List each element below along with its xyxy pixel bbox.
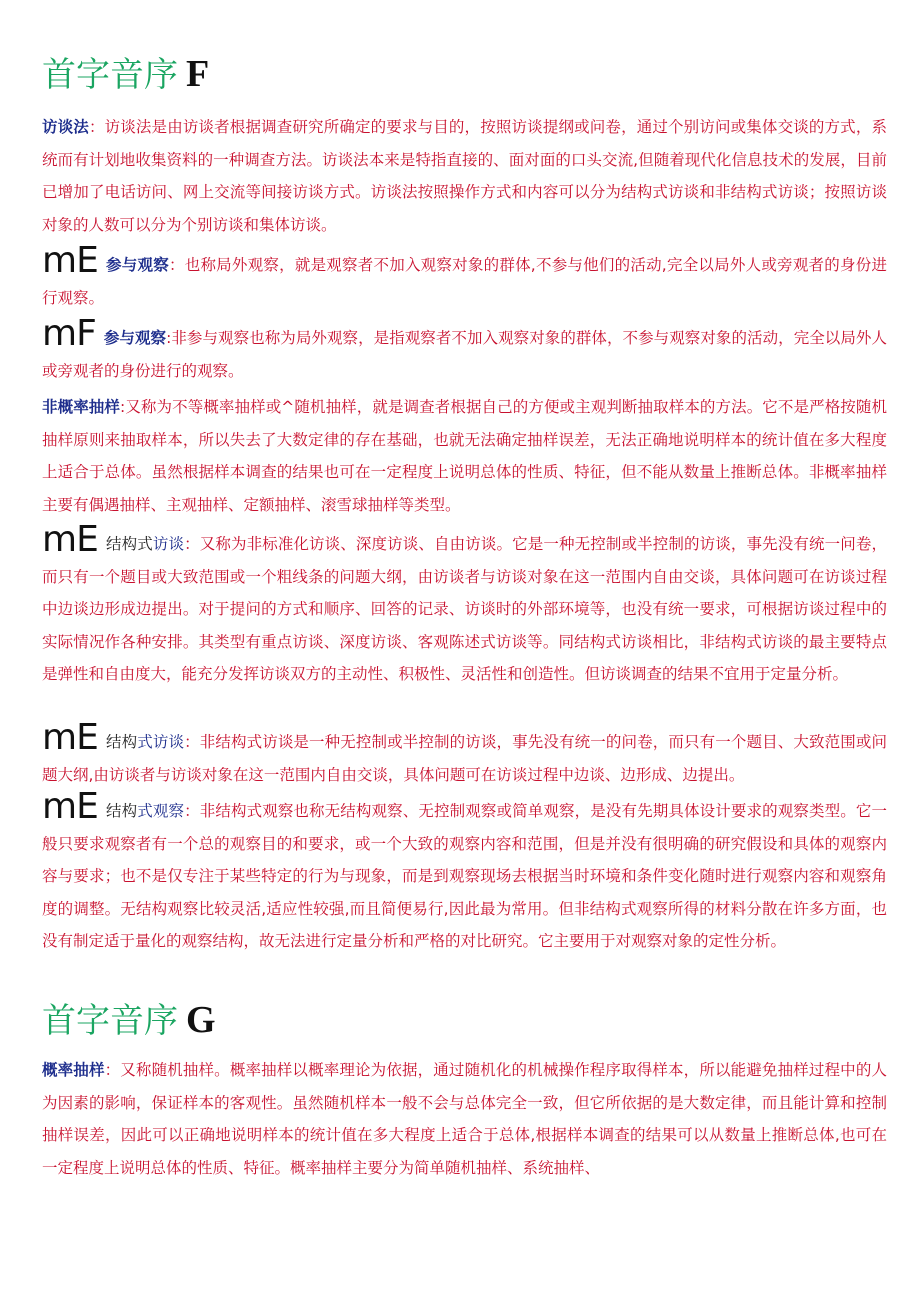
entry-definition: 非参与观察也称为局外观察，是指观察者不加入观察对象的群体，不参与观察对象的活动，完全以局外人或旁观者的身份进行的观察。 [42, 329, 887, 380]
entry-definition: 非结构式观察也称无结构观察、无控制观察或简单观察，是没有先期具体设计要求的观察类型。它一般只要求观察者有一个总的观察目的和要求，或一个大致的观察内容和范围，但是并没有很明确的研究假设和具体的观察内容与要求；也不是仅专注于某些特定的行为与现象，而是到观察现场去根据当时环境和条件变化随时进行观察内容和观察角度的调整。无结构观察比较灵活,适应性较强,而且简便易行,因此最为常用。但非结构式观察所得的材料分散在许多方面，也没有制定适于量化的观察结构，故无法进行定量分析和严格的对比研究。它主要用于对观察对象的定性分析。 [42, 802, 887, 951]
entry-separator: ： [168, 256, 185, 274]
entry-term: 访谈法 [42, 118, 89, 136]
entry-term: 概率抽样 [42, 1061, 105, 1079]
entry-separator: : [120, 398, 126, 416]
entry-term: 参与观察 [105, 256, 169, 274]
entry-term-suffix: 访谈 [152, 535, 185, 553]
entry-term-suffix: 式访谈 [137, 733, 185, 751]
entry-separator: ： [104, 1061, 121, 1079]
section-heading-f [42, 54, 209, 95]
entry-term: 参与观察 [103, 329, 167, 347]
entry-definition: 又称随机抽样。概率抽样以概率理论为依据，通过随机化的机械操作程序取得样本，所以能避免抽样过程中的人为因素的影响，保证样本的客观性。虽然随机样本一般不会与总体完全一致，但它所依据的是大数定律，而且能计算和控制抽样误差，因此可以正确地说明样本的统计值在多大程度上适合于总体,根据样本调查的结果可以从数量上推断总体,也可在一定程度上说明总体的性质、特征。概率抽样主要分为简单随机抽样、系统抽样、 [42, 1061, 887, 1177]
entry-unstructured-observation [42, 786, 887, 958]
entry-unstructured-interview [42, 519, 887, 691]
entry-definition: 又称为非标准化访谈、深度访谈、自由访谈。它是一种无控制或半控制的访谈，事先没有统一问卷，而只有一个题目或大致范围或一个粗线条的问题大纲，由访谈者与访谈对象在这一范围内自由交谈，具体问题可在访谈过程中边谈边形成边提出。对于提问的方式和顺序、回答的记录、访谈时的外部环境等，也没有统一要求，可根据访谈过程中的实际情况作各种安排。其类型有重点访谈、深度访谈、客观陈述式访谈等。同结构式访谈相比，非结构式访谈的最主要特点是弹性和自由度大，能充分发挥访谈双方的主动性、积极性、灵活性和创造性。但访谈调查的结果不宜用于定量分析。 [42, 535, 887, 684]
section-heading-g [42, 1000, 216, 1041]
entry-definition: 也称局外观察，就是观察者不加入观察对象的群体,不参与他们的活动,完全以局外人或旁观者的身份进行观察。 [42, 256, 887, 307]
entry-term-prefix: 结构 [105, 802, 138, 820]
entry-term: 非概率抽样 [42, 398, 120, 416]
section-heading-text: 首字音序 [42, 55, 178, 95]
entry-separator: : [166, 329, 172, 347]
entry-participant-observation [42, 240, 887, 314]
entry-marker: mE [42, 519, 98, 560]
entry-marker: mF [42, 313, 96, 354]
entry-separator: ： [184, 802, 200, 820]
section-heading-letter: F [186, 53, 210, 95]
entry-separator: ： [88, 118, 105, 136]
entry-definition: 又称为不等概率抽样或^随机抽样，就是调查者根据自己的方便或主观判断抽取样本的方法。它不是严格按随机抽样原则来抽取样本，所以失去了大数定律的存在基础，也就无法确定抽样误差，无法正确地说明样本的统计值在多大程度上适合于总体。虽然根据样本调查的结果也可在一定程度上说明总体的性质、特征，但不能从数量上推断总体。非概率抽样主要有偶遇抽样、主观抽样、定额抽样、滚雪球抽样等类型。 [42, 398, 887, 514]
entry-separator: ： [184, 535, 200, 553]
entry-marker: mE [42, 717, 98, 758]
section-heading-text: 首字音序 [42, 1001, 178, 1041]
entry-separator: ： [184, 733, 200, 751]
entry-term-suffix: 式观察 [137, 802, 185, 820]
entry-definition: 访谈法是由访谈者根据调查研究所确定的要求与目的，按照访谈提纲或问卷，通过个别访问或集体交谈的方式，系统而有计划地收集资料的一种调查方法。访谈法本来是特指直接的、面对面的口头交流,但随着现代化信息技术的发展，目前已增加了电话访问、网上交流等间接访谈方式。访谈法按照操作方式和内容可以分为结构式访谈和非结构式访谈；按照访谈对象的人数可以分为个别访谈和集体访谈。 [42, 118, 887, 234]
entry-definition: 非结构式访谈是一种无控制或半控制的访谈，事先没有统一的问卷，而只有一个题目、大致范围或问题大纲,由访谈者与访谈对象在这一范围内自由交谈，具体问题可在访谈过程中边谈、边形成、边提出。 [42, 733, 887, 784]
entry-term-prefix: 结构 [105, 733, 138, 751]
entry-non-participant-observation [42, 313, 887, 387]
entry-unstructured-interview-2 [42, 717, 887, 791]
entry-marker: mE [42, 240, 98, 281]
entry-non-probability-sampling [42, 391, 887, 521]
entry-probability-sampling [42, 1054, 887, 1184]
entry-marker: mE [42, 786, 98, 827]
section-heading-letter: G [186, 999, 216, 1041]
entry-interview-method [42, 111, 887, 241]
entry-term-prefix: 结构式 [105, 535, 153, 553]
